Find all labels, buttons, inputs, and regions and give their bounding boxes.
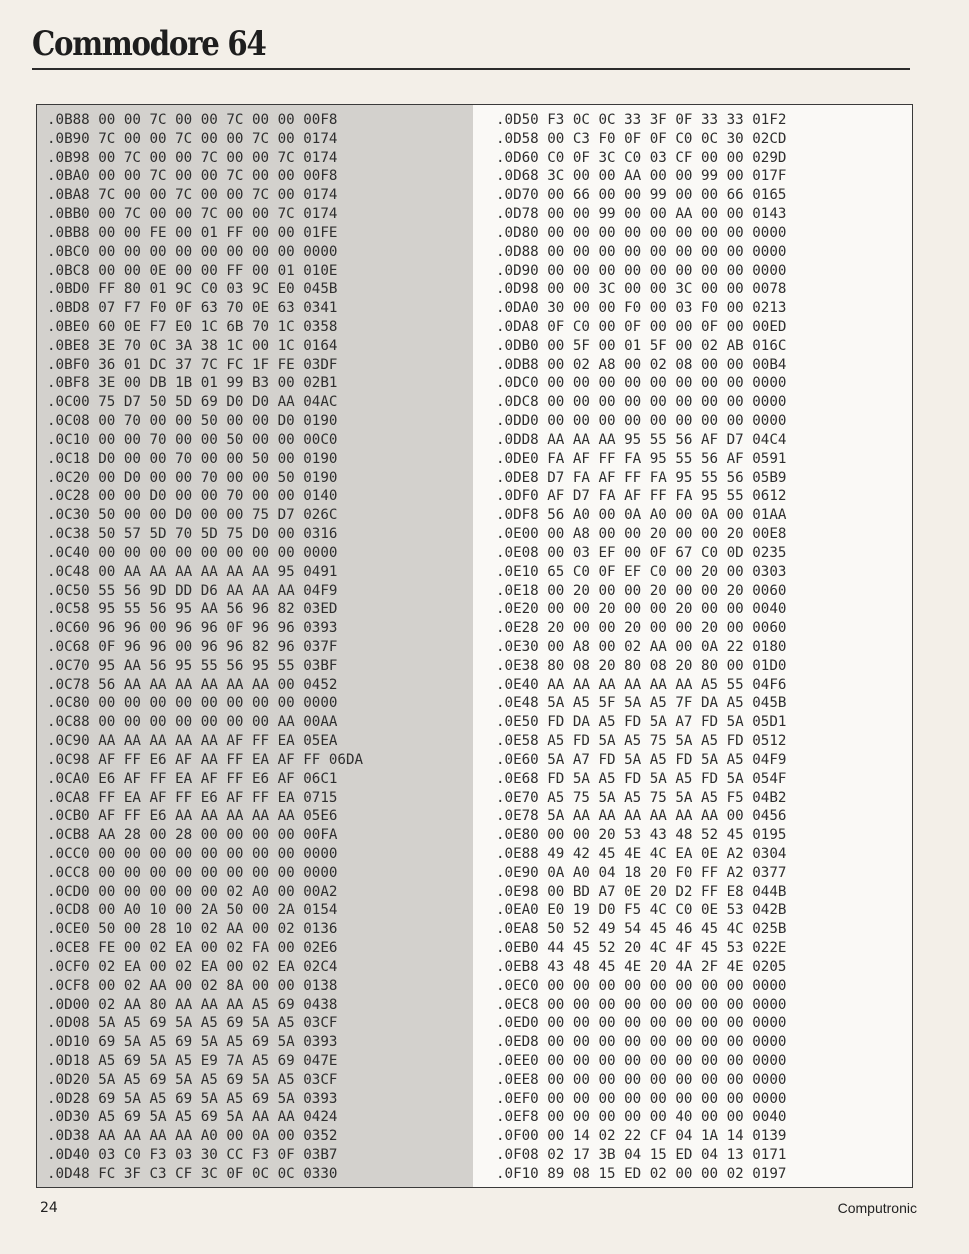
listing-line: .0C10 00 00 70 00 00 50 00 00 00C0 <box>47 431 338 448</box>
listing-line: .0BF8 3E 00 DB 1B 01 99 B3 00 02B1 <box>47 375 338 392</box>
listing-line: .0CD0 00 00 00 00 00 02 A0 00 00A2 <box>47 883 338 900</box>
listing-line: .0CE8 FE 00 02 EA 00 02 FA 00 02E6 <box>47 940 338 957</box>
listing-line: .0C60 96 96 00 96 96 0F 96 96 0393 <box>47 620 338 637</box>
listing-line: .0D20 5A A5 69 5A A5 69 5A A5 03CF <box>47 1071 338 1088</box>
listing-line: .0B88 00 00 7C 00 00 7C 00 00 00F8 <box>47 112 338 128</box>
listing-line: .0DE8 D7 FA AF FF FA 95 55 56 05B9 <box>496 469 787 486</box>
listing-line: .0DE0 FA AF FF FA 95 55 56 AF 0591 <box>496 450 787 467</box>
listing-line: .0D70 00 66 00 00 99 00 00 66 0165 <box>496 187 787 204</box>
listing-line: .0E70 A5 75 5A A5 75 5A A5 F5 04B2 <box>496 789 787 806</box>
listing-line: .0CC0 00 00 00 00 00 00 00 00 0000 <box>47 845 338 862</box>
listing-line: .0E40 AA AA AA AA AA AA A5 55 04F6 <box>496 676 787 693</box>
listing-line: .0DC8 00 00 00 00 00 00 00 00 0000 <box>496 394 787 411</box>
listing-line: .0ED0 00 00 00 00 00 00 00 00 0000 <box>496 1015 787 1032</box>
listing-line: .0E68 FD 5A A5 FD 5A A5 FD 5A 054F <box>496 770 787 787</box>
listing-line: .0CA0 E6 AF FF EA AF FF E6 AF 06C1 <box>47 770 338 787</box>
listing-line: .0EE8 00 00 00 00 00 00 00 00 0000 <box>496 1071 787 1088</box>
listing-line: .0EC8 00 00 00 00 00 00 00 00 0000 <box>496 996 787 1013</box>
listing-line: .0E28 20 00 00 20 00 00 20 00 0060 <box>496 620 787 637</box>
listing-line: .0C80 00 00 00 00 00 00 00 00 0000 <box>47 695 338 712</box>
listing-line: .0EA0 E0 19 D0 F5 4C C0 0E 53 042B <box>496 902 787 919</box>
listing-line: .0E78 5A AA AA AA AA AA AA 00 0456 <box>496 808 787 825</box>
listing-line: .0F00 00 14 02 22 CF 04 1A 14 0139 <box>496 1128 787 1145</box>
listing-line: .0E58 A5 FD 5A A5 75 5A A5 FD 0512 <box>496 733 787 750</box>
listing-line: .0D18 A5 69 5A A5 E9 7A A5 69 047E <box>47 1053 338 1069</box>
listing-line: .0C40 00 00 00 00 00 00 00 00 0000 <box>47 544 338 561</box>
listing-line: .0D08 5A A5 69 5A A5 69 5A A5 03CF <box>47 1015 338 1032</box>
listing-line: .0C78 56 AA AA AA AA AA AA 00 0452 <box>47 676 338 693</box>
listing-line: .0DB0 00 5F 00 01 5F 00 02 AB 016C <box>496 337 787 354</box>
listing-line: .0E10 65 C0 0F EF C0 00 20 00 0303 <box>496 563 787 580</box>
listing-line: .0E18 00 20 00 00 20 00 00 20 0060 <box>496 582 787 599</box>
listing-line: .0D68 3C 00 00 AA 00 00 99 00 017F <box>496 168 787 185</box>
listing-line: .0CE0 50 00 28 10 02 AA 00 02 0136 <box>47 921 338 938</box>
listing-line: .0EA8 50 52 49 54 45 46 45 4C 025B <box>496 921 787 938</box>
listing-line: .0DC0 00 00 00 00 00 00 00 00 0000 <box>496 375 787 392</box>
listing-line: .0B98 00 7C 00 00 7C 00 00 7C 0174 <box>47 149 338 166</box>
listing-line: .0D30 A5 69 5A A5 69 5A AA AA 0424 <box>47 1109 338 1126</box>
listing-line: .0D40 03 C0 F3 03 30 CC F3 0F 03B7 <box>47 1147 338 1164</box>
listing-line: .0D10 69 5A A5 69 5A A5 69 5A 0393 <box>47 1034 338 1051</box>
listing-column-right <box>486 105 911 1187</box>
listing-line: .0D48 FC 3F C3 CF 3C 0F 0C 0C 0330 <box>47 1165 338 1182</box>
listing-line: .0ED8 00 00 00 00 00 00 00 00 0000 <box>496 1034 787 1051</box>
listing-line: .0C70 95 AA 56 95 55 56 95 55 03BF <box>47 657 338 674</box>
listing-line: .0BD0 FF 80 01 9C C0 03 9C E0 045B <box>47 281 338 298</box>
listing-line: .0C88 00 00 00 00 00 00 00 AA 00AA <box>47 714 338 731</box>
listing-line: .0B90 7C 00 00 7C 00 00 7C 00 0174 <box>47 130 338 147</box>
listing-line: .0CF0 02 EA 00 02 EA 00 02 EA 02C4 <box>47 958 338 975</box>
listing-line: .0E88 49 42 45 4E 4C EA 0E A2 0304 <box>496 845 787 862</box>
listing-line: .0E20 00 00 20 00 00 20 00 00 0040 <box>496 601 787 618</box>
listing-line: .0DB8 00 02 A8 00 02 08 00 00 00B4 <box>496 356 787 373</box>
listing-line: .0D88 00 00 00 00 00 00 00 00 0000 <box>496 243 787 260</box>
listing-line: .0BB0 00 7C 00 00 7C 00 00 7C 0174 <box>47 206 338 223</box>
listing-line: .0C30 50 00 00 D0 00 00 75 D7 026C <box>47 507 338 524</box>
page-number: 24 <box>40 1200 58 1216</box>
listing-line: .0C20 00 D0 00 00 70 00 00 50 0190 <box>47 469 338 486</box>
listing-line: .0E90 0A A0 04 18 20 F0 FF A2 0377 <box>496 864 787 881</box>
hex-listing-panel <box>36 104 913 1188</box>
listing-line: .0EC0 00 00 00 00 00 00 00 00 0000 <box>496 977 787 994</box>
listing-line: .0D60 C0 0F 3C C0 03 CF 00 00 029D <box>496 149 787 166</box>
listing-line: .0EB0 44 45 52 20 4C 4F 45 53 022E <box>496 940 787 957</box>
listing-line: .0BF0 36 01 DC 37 7C FC 1F FE 03DF <box>47 356 338 373</box>
listing-line: .0DF0 AF D7 FA AF FF FA 95 55 0612 <box>496 488 787 505</box>
listing-line: .0CB0 AF FF E6 AA AA AA AA AA 05E6 <box>47 808 338 825</box>
listing-line: .0BE0 60 0E F7 E0 1C 6B 70 1C 0358 <box>47 319 338 336</box>
listing-line: .0E50 FD DA A5 FD 5A A7 FD 5A 05D1 <box>496 714 787 731</box>
listing-line: .0E80 00 00 20 53 43 48 52 45 0195 <box>496 827 787 844</box>
listing-line: .0DD8 AA AA AA 95 55 56 AF D7 04C4 <box>496 431 787 448</box>
listing-line: .0C90 AA AA AA AA AA AF FF EA 05EA <box>47 733 338 750</box>
listing-line: .0E08 00 03 EF 00 0F 67 C0 0D 0235 <box>496 544 787 561</box>
listing-line: .0C28 00 00 D0 00 00 70 00 00 0140 <box>47 488 338 505</box>
listing-line: .0EE0 00 00 00 00 00 00 00 00 0000 <box>496 1053 787 1069</box>
listing-line: .0BA8 7C 00 00 7C 00 00 7C 00 0174 <box>47 187 338 204</box>
publication-name: Computronic <box>837 1200 917 1216</box>
listing-line: .0D80 00 00 00 00 00 00 00 00 0000 <box>496 224 787 241</box>
listing-line: .0C48 00 AA AA AA AA AA AA 95 0491 <box>47 563 338 580</box>
listing-line: .0DA8 0F C0 00 0F 00 00 0F 00 00ED <box>496 319 787 336</box>
listing-line: .0D58 00 C3 F0 0F 0F C0 0C 30 02CD <box>496 130 787 147</box>
listing-line: .0C58 95 55 56 95 AA 56 96 82 03ED <box>47 601 338 618</box>
listing-line: .0DD0 00 00 00 00 00 00 00 00 0000 <box>496 413 787 430</box>
listing-line: .0BD8 07 F7 F0 0F 63 70 0E 63 0341 <box>47 300 338 317</box>
listing-line: .0C98 AF FF E6 AF AA FF EA AF FF 06DA <box>47 751 364 768</box>
listing-line: .0CA8 FF EA AF FF E6 AF FF EA 0715 <box>47 789 338 806</box>
listing-line: .0CB8 AA 28 00 28 00 00 00 00 00FA <box>47 827 338 844</box>
listing-line: .0BB8 00 00 FE 00 01 FF 00 00 01FE <box>47 224 338 241</box>
listing-line: .0E30 00 A8 00 02 AA 00 0A 22 0180 <box>496 638 787 655</box>
listing-line: .0CD8 00 A0 10 00 2A 50 00 2A 0154 <box>47 902 338 919</box>
listing-line: .0EF8 00 00 00 00 00 40 00 00 0040 <box>496 1109 787 1126</box>
listing-line: .0F10 89 08 15 ED 02 00 00 02 0197 <box>496 1165 787 1182</box>
header-rule <box>32 68 910 70</box>
listing-line: .0C00 75 D7 50 5D 69 D0 D0 AA 04AC <box>47 394 338 411</box>
listing-line: .0E48 5A A5 5F 5A A5 7F DA A5 045B <box>496 695 787 712</box>
listing-line: .0D50 F3 0C 0C 33 3F 0F 33 33 01F2 <box>496 112 787 128</box>
listing-line: .0BC8 00 00 0E 00 00 FF 00 01 010E <box>47 262 338 279</box>
listing-line: .0C38 50 57 5D 70 5D 75 D0 00 0316 <box>47 526 338 543</box>
listing-line: .0D90 00 00 00 00 00 00 00 00 0000 <box>496 262 787 279</box>
listing-line: .0BA0 00 00 7C 00 00 7C 00 00 00F8 <box>47 168 338 185</box>
listing-line: .0D28 69 5A A5 69 5A A5 69 5A 0393 <box>47 1090 338 1107</box>
listing-line: .0C68 0F 96 96 00 96 96 82 96 037F <box>47 638 338 655</box>
listing-line: .0C50 55 56 9D DD D6 AA AA AA 04F9 <box>47 582 338 599</box>
listing-line: .0BC0 00 00 00 00 00 00 00 00 0000 <box>47 243 338 260</box>
listing-line: .0E00 00 A8 00 00 20 00 00 20 00E8 <box>496 526 787 543</box>
listing-line: .0D78 00 00 99 00 00 AA 00 00 0143 <box>496 206 787 223</box>
listing-line: .0EB8 43 48 45 4E 20 4A 2F 4E 0205 <box>496 958 787 975</box>
listing-line: .0D38 AA AA AA AA A0 00 0A 00 0352 <box>47 1128 338 1145</box>
listing-line: .0DF8 56 A0 00 0A A0 00 0A 00 01AA <box>496 507 787 524</box>
listing-line: .0D98 00 00 3C 00 00 3C 00 00 0078 <box>496 281 787 298</box>
listing-line: .0EF0 00 00 00 00 00 00 00 00 0000 <box>496 1090 787 1107</box>
listing-line: .0D00 02 AA 80 AA AA AA A5 69 0438 <box>47 996 338 1013</box>
listing-line: .0BE8 3E 70 0C 3A 38 1C 00 1C 0164 <box>47 337 338 354</box>
listing-line: .0DA0 30 00 00 F0 00 03 F0 00 0213 <box>496 300 787 317</box>
magazine-section-title: Commodore 64 <box>32 24 266 64</box>
listing-line: .0E98 00 BD A7 0E 20 D2 FF E8 044B <box>496 883 787 900</box>
listing-column-left <box>37 105 473 1187</box>
listing-line: .0CC8 00 00 00 00 00 00 00 00 0000 <box>47 864 338 881</box>
listing-line: .0E38 80 08 20 80 08 20 80 00 01D0 <box>496 657 787 674</box>
listing-line: .0F08 02 17 3B 04 15 ED 04 13 0171 <box>496 1147 787 1164</box>
listing-line: .0C18 D0 00 00 70 00 00 50 00 0190 <box>47 450 338 467</box>
listing-line: .0C08 00 70 00 00 50 00 00 D0 0190 <box>47 413 338 430</box>
listing-line: .0CF8 00 02 AA 00 02 8A 00 00 0138 <box>47 977 338 994</box>
listing-line: .0E60 5A A7 FD 5A A5 FD 5A A5 04F9 <box>496 751 787 768</box>
